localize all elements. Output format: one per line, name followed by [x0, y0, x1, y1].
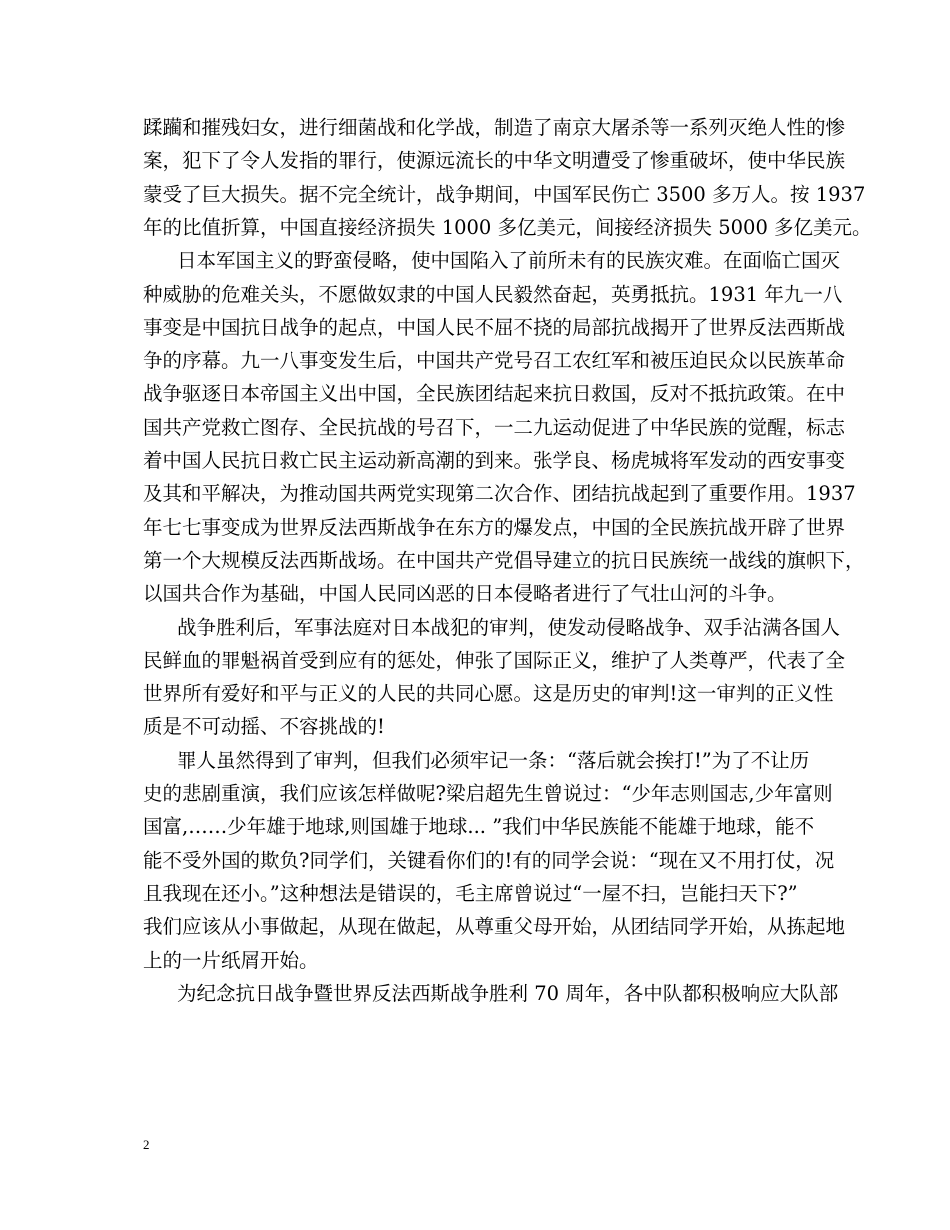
text-line: 能不受外国的欺负?同学们，关键看你们的!有的同学会说：“现在又不用打仗，况	[143, 848, 835, 872]
text-line: 蒙受了巨大损失。据不完全统计，战争期间，中国军民伤亡 3500 多万人。按 1937	[143, 182, 866, 206]
text-line: 且我现在还小。”这种想法是错误的，毛主席曾说过“一屋不扫，岂能扫天下?”	[143, 881, 798, 905]
text-line: 上的一片纸屑开始。	[143, 948, 319, 972]
text-line: 质是不可动摇、不容挑战的!	[143, 715, 385, 739]
text-line: 国共产党救亡图存、全民抗战的号召下，一二九运动促进了中华民族的觉醒，标志	[143, 415, 846, 439]
text-line: 着中国人民抗日救亡民主运动新高潮的到来。张学良、杨虎城将军发动的西安事变	[143, 449, 846, 472]
text-line: 年七七事变成为世界反法西斯战争在东方的爆发点，中国的全民族抗战开辟了世界	[143, 515, 846, 539]
text-line: 罪人虽然得到了审判，但我们必须牢记一条：“落后就会挨打!”为了不让历	[177, 748, 810, 772]
text-line: 案，犯下了令人发指的罪行，使源远流长的中华文明遭受了惨重破坏，使中华民族	[143, 149, 846, 173]
text-line: 种威胁的危难关头，不愿做奴隶的中国人民毅然奋起，英勇抵抗。1931 年九一八	[143, 282, 843, 306]
text-line: 第一个大规模反法西斯战场。在中国共产党倡导建立的抗日民族统一战线的旗帜下，	[143, 548, 865, 572]
text-line: 我们应该从小事做起，从现在做起，从尊重父母开始，从团结同学开始，从拣起地	[143, 915, 846, 939]
text-line: 以国共合作为基础，中国人民同凶恶的日本侵略者进行了气壮山河的斗争。	[143, 582, 787, 606]
text-line: 战争驱逐日本帝国主义出中国，全民族团结起来抗日救国，反对不抵抗政策。在中	[143, 382, 846, 406]
text-line: 为纪念抗日战争暨世界反法西斯战争胜利 70 周年，各中队都积极响应大队部	[177, 981, 839, 1005]
text-line: 战争胜利后，军事法庭对日本战犯的审判，使发动侵略战争、双手沾满各国人	[177, 615, 841, 639]
text-line: 及其和平解决，为推动国共两党实现第二次合作、团结抗战起到了重要作用。1937	[143, 482, 856, 506]
text-line: 史的悲剧重演，我们应该怎样做呢?梁启超先生曾说过：“少年志则国志,少年富则	[143, 782, 833, 805]
text-line: 年的比值折算，中国直接经济损失 1000 多亿美元，间接经济损失 5000 多亿美元。	[143, 215, 872, 239]
text-line: 民鲜血的罪魁祸首受到应有的惩处，伸张了国际正义，维护了人类尊严，代表了全	[143, 648, 846, 672]
text-line: 国富,……少年雄于地球,则国雄于地球... ”我们中华民族能不能雄于地球，能不	[143, 815, 815, 839]
text-line: 世界所有爱好和平与正义的人民的共同心愿。这是历史的审判!这一审判的正义性	[143, 682, 834, 706]
text-line: 争的序幕。九一八事变发生后，中国共产党号召工农红军和被压迫民众以民族革命	[143, 349, 846, 373]
page-number: 2	[143, 1137, 150, 1152]
text-line: 日本军国主义的野蛮侵略，使中国陷入了前所未有的民族灾难。在面临亡国灭	[177, 249, 841, 273]
text-line: 蹂躏和摧残妇女，进行细菌战和化学战，制造了南京大屠杀等一系列灭绝人性的惨	[143, 116, 846, 139]
text-line: 事变是中国抗日战争的起点，中国人民不屈不挠的局部抗战揭开了世界反法西斯战	[143, 315, 846, 339]
